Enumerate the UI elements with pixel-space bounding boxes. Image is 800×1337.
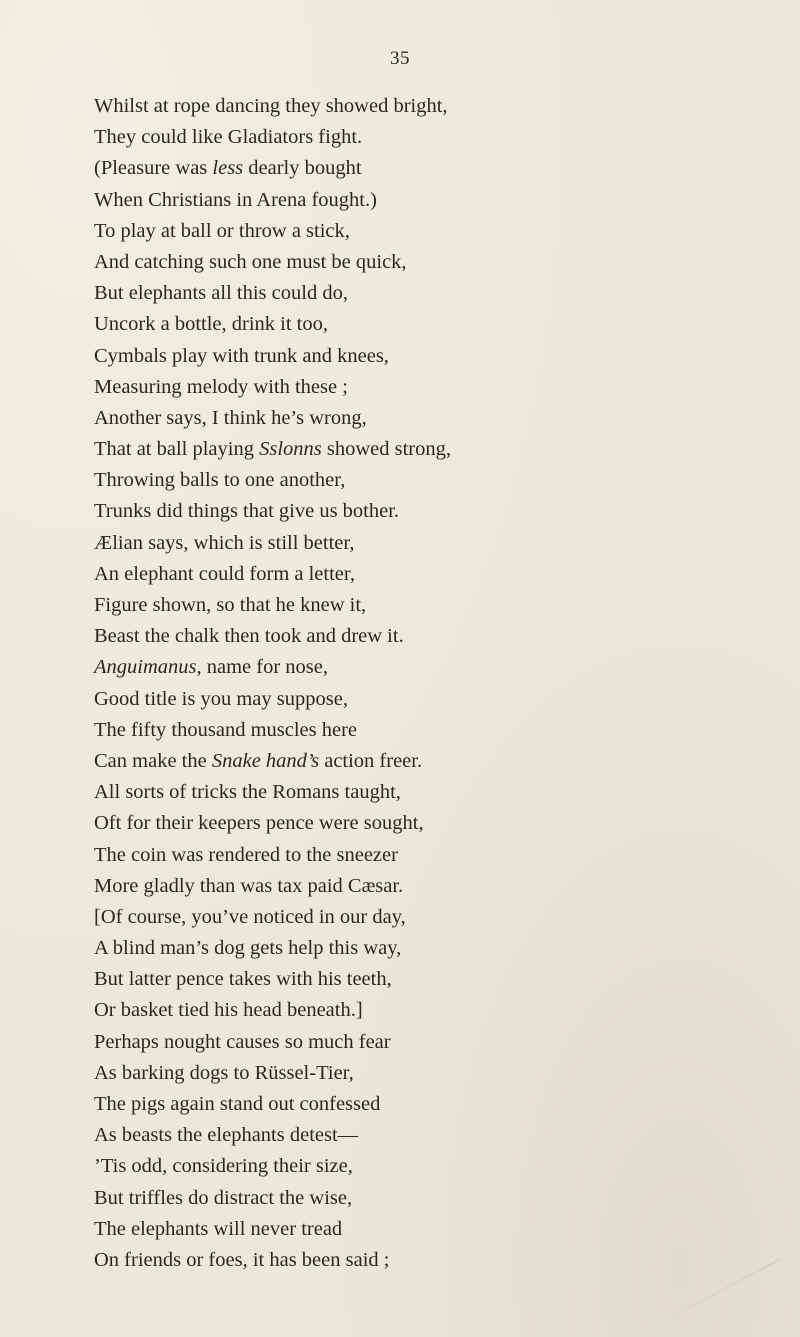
line-text: ’Tis odd, considering their size, bbox=[94, 1155, 353, 1178]
poem-line bbox=[94, 559, 784, 590]
line-text: A blind man’s dog gets help this way, bbox=[94, 937, 402, 960]
poem-line bbox=[94, 122, 784, 153]
poem-line bbox=[94, 590, 784, 621]
poem-line bbox=[94, 1120, 784, 1151]
poem-line bbox=[94, 902, 784, 933]
line-text: But latter pence takes with his teeth, bbox=[94, 968, 392, 991]
poem-line bbox=[94, 372, 784, 403]
line-text: All sorts of tricks the Romans taught, bbox=[94, 781, 401, 804]
poem-line bbox=[94, 341, 784, 372]
line-text: The fifty thousand muscles here bbox=[94, 718, 358, 741]
line-text: Trunks did things that give us bother. bbox=[94, 500, 400, 523]
line-text: Whilst at rope dancing they showed bright, bbox=[94, 95, 448, 117]
line-text: Perhaps nought causes so much fear bbox=[94, 1030, 391, 1053]
poem-line bbox=[94, 1183, 784, 1214]
line-text: (Pleasure was bbox=[94, 157, 213, 180]
line-text: That at ball playing bbox=[94, 438, 260, 461]
line-text: But elephants all this could do, bbox=[94, 282, 348, 305]
line-text: showed strong, bbox=[321, 438, 452, 461]
poem-line bbox=[94, 652, 784, 683]
line-text: Uncork a bottle, drink it too, bbox=[94, 313, 328, 336]
line-text: They could like Gladiators fight. bbox=[94, 126, 363, 149]
poem-line bbox=[94, 1245, 784, 1276]
poem-line bbox=[94, 185, 784, 216]
poem-line bbox=[94, 1089, 784, 1120]
poem-line bbox=[94, 247, 784, 278]
line-text: Can make the bbox=[94, 749, 212, 772]
poem-line bbox=[94, 309, 784, 340]
line-text: An elephant could form a letter, bbox=[94, 562, 356, 585]
line-text: The pigs again stand out confessed bbox=[94, 1093, 381, 1115]
line-text: More gladly than was tax paid Cæsar. bbox=[94, 874, 404, 897]
poem-line bbox=[94, 746, 784, 777]
poem-line bbox=[94, 1058, 784, 1089]
italic-text: Sslonns bbox=[259, 438, 322, 461]
poem-line bbox=[94, 434, 784, 465]
line-text: Ælian says, which is still better, bbox=[94, 531, 355, 554]
poem-line bbox=[94, 465, 784, 496]
line-text: Figure shown, so that he knew it, bbox=[94, 594, 367, 616]
line-text: And catching such one must be quick, bbox=[94, 250, 407, 273]
poem-line bbox=[94, 1027, 784, 1058]
line-text: Throwing balls to one another, bbox=[94, 469, 346, 492]
poem-line bbox=[94, 403, 784, 434]
line-text: Good title is you may suppose, bbox=[94, 687, 348, 710]
poem-body bbox=[94, 91, 784, 1276]
line-text: name for nose, bbox=[201, 656, 328, 679]
line-text: dearly bought bbox=[243, 157, 362, 180]
poem-line bbox=[94, 278, 784, 309]
poem-line bbox=[94, 684, 784, 715]
line-text: To play at ball or throw a stick, bbox=[94, 219, 350, 242]
poem-line bbox=[94, 1214, 784, 1245]
poem-line bbox=[94, 933, 784, 964]
line-text: Oft for their keepers pence were sought, bbox=[94, 812, 424, 835]
poem-line bbox=[94, 995, 784, 1026]
poem-line bbox=[94, 621, 784, 652]
page-number: 35 bbox=[390, 48, 410, 69]
line-text: action freer. bbox=[319, 749, 423, 772]
line-text: Cymbals play with trunk and knees, bbox=[94, 344, 389, 367]
poem-line bbox=[94, 91, 784, 122]
poem-line bbox=[94, 808, 784, 839]
italic-text: Anguimanus, bbox=[94, 656, 202, 679]
italic-text: less bbox=[212, 157, 244, 180]
poem-line bbox=[94, 496, 784, 527]
line-text: [Of course, you’ve noticed in our day, bbox=[94, 905, 406, 928]
line-text: Another says, I think he’s wrong, bbox=[94, 406, 367, 429]
line-text: The elephants will never tread bbox=[94, 1217, 343, 1240]
poem-line bbox=[94, 964, 784, 995]
line-text: As barking dogs to Rüssel-Tier, bbox=[94, 1061, 354, 1084]
line-text: On friends or foes, it has been said ; bbox=[94, 1248, 390, 1271]
poem-line bbox=[94, 840, 784, 871]
line-text: Beast the chalk then took and drew it. bbox=[94, 625, 404, 648]
line-text: Measuring melody with these ; bbox=[94, 375, 348, 398]
line-text: When Christians in Arena fought.) bbox=[94, 188, 377, 211]
poem-line bbox=[94, 871, 784, 902]
line-text: Or basket tied his head beneath.] bbox=[94, 999, 363, 1022]
poem-line bbox=[94, 777, 784, 808]
poem-line bbox=[94, 1151, 784, 1182]
italic-text: Snake hand’s bbox=[211, 749, 320, 772]
poem-line bbox=[94, 153, 784, 184]
line-text: As beasts the elephants detest— bbox=[94, 1124, 359, 1147]
line-text: The coin was rendered to the sneezer bbox=[94, 843, 398, 866]
line-text: But triffles do distract the wise, bbox=[94, 1186, 353, 1209]
poem-line bbox=[94, 528, 784, 559]
poem-line bbox=[94, 715, 784, 746]
poem-line bbox=[94, 216, 784, 247]
